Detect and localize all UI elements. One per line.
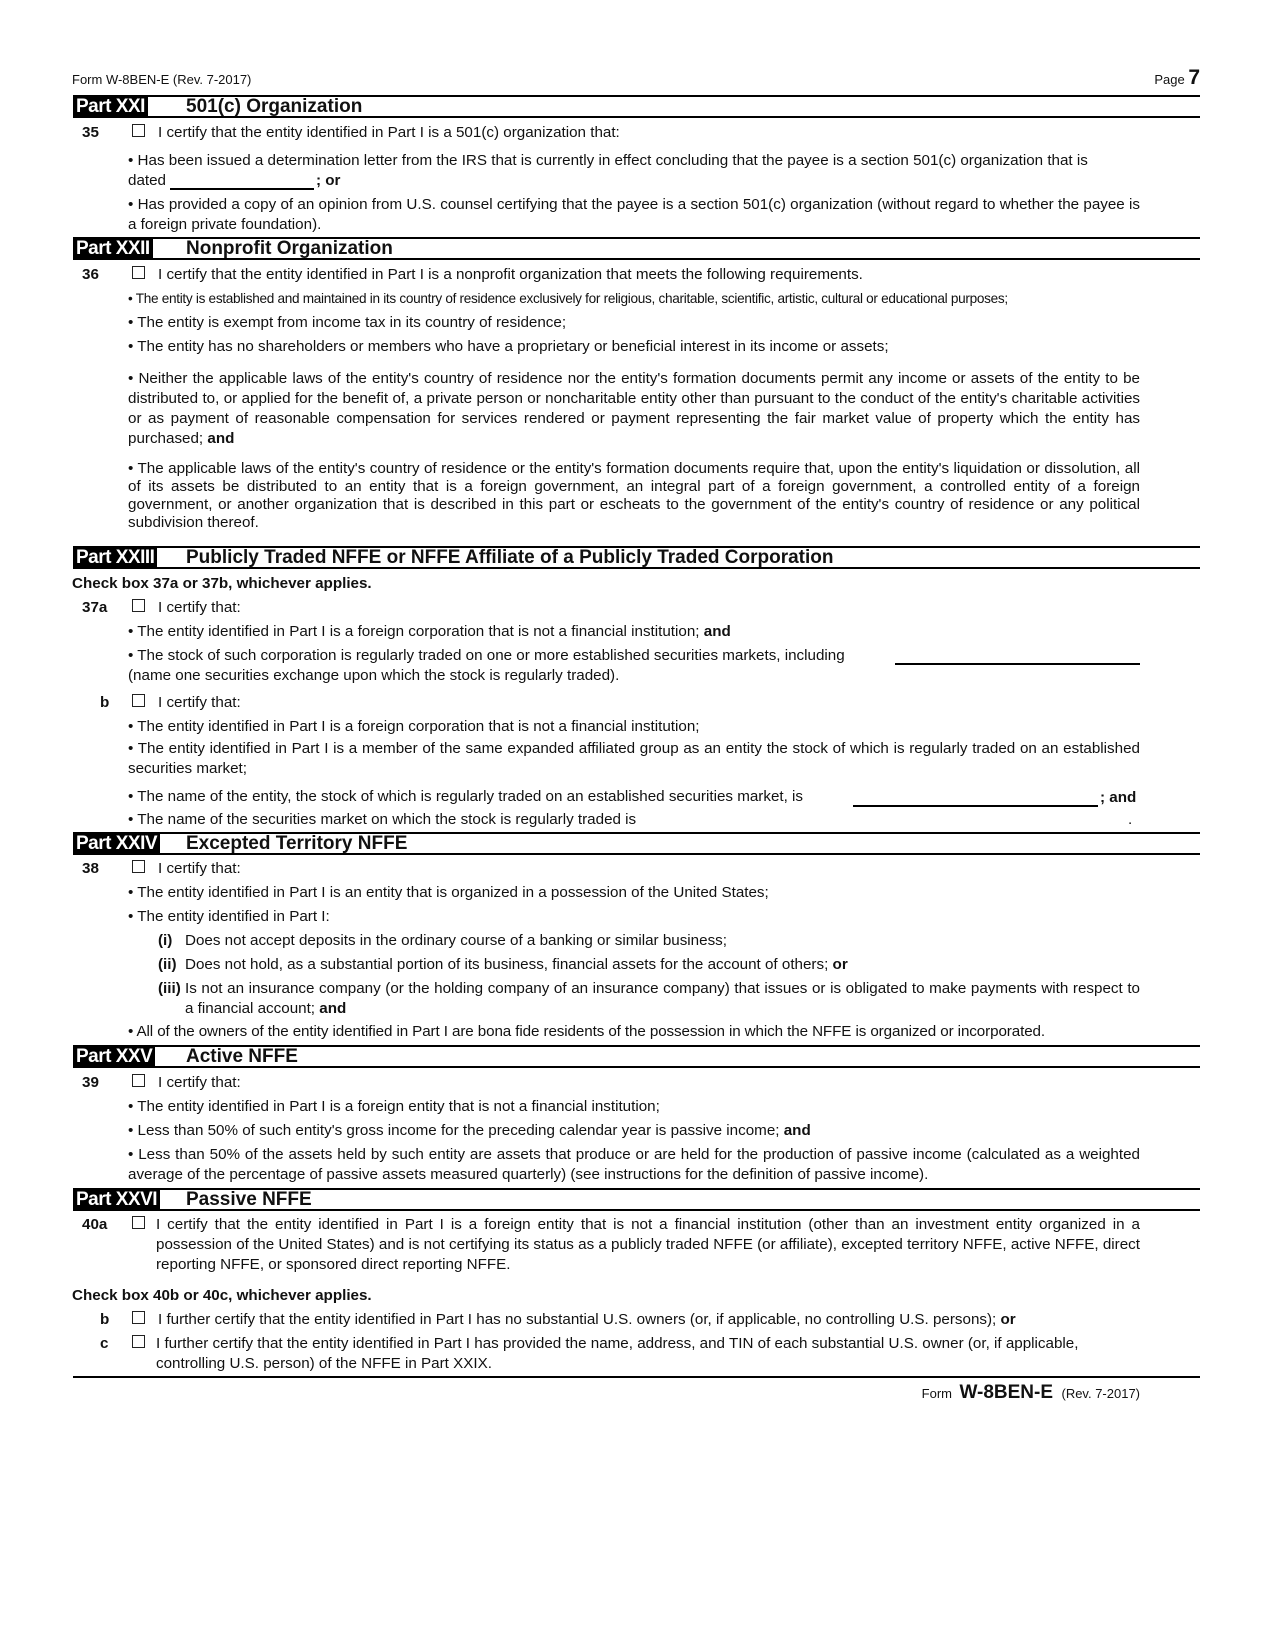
certify-text: I certify that: — [158, 1074, 241, 1091]
sub-item-body: Does not hold, as a substantial portion of its business, financial assets for the account of others; — [185, 956, 829, 973]
checkbox-35[interactable] — [132, 124, 145, 137]
certify-text: I certify that the entity identified in Part I is a foreign entity that is not a financial institution (other than an investment entity organized in a possession of the United States) and is not certifying its status as a publicly traded NFFE (or affiliate), excepted territory NFFE, active NFFE, direct reporting NFFE, or sponsored direct reporting NFFE. — [156, 1216, 1140, 1273]
certify-text: I certify that the entity identified in Part I is a 501(c) organization that: — [158, 124, 620, 141]
certify-text — [158, 1310, 1016, 1330]
line-number: 35 — [82, 124, 99, 141]
note-text: (name one securities exchange upon which the stock is regularly traded). — [128, 667, 620, 684]
checkbox-40c[interactable] — [132, 1335, 145, 1348]
bullet-text: • The entity identified in Part I is an entity that is organized in a possession of the United States; — [128, 884, 769, 901]
line-number: c — [100, 1335, 109, 1352]
part-label: Part XXV — [73, 1046, 155, 1068]
bullet-text: • Has been issued a determination letter from the IRS that is currently in effect concluding that the payee is a section 501(c) organization that is — [128, 152, 1088, 169]
certify-text: I certify that the entity identified in Part I is a nonprofit organization that meets the following requirements. — [158, 266, 863, 283]
part-label: Part XXII — [73, 238, 153, 260]
part-xxi-header — [73, 95, 1200, 118]
bullet-body: • Less than 50% of such entity's gross income for the preceding calendar year is passive income; — [128, 1122, 780, 1139]
part-label: Part XXIV — [73, 833, 160, 855]
bullet-text: • The entity identified in Part I is a foreign corporation that is not a financial institution; — [128, 718, 700, 735]
part-title: Passive NFFE — [186, 1189, 312, 1210]
and-text: and — [207, 430, 235, 447]
page-number: 7 — [1188, 66, 1200, 89]
form-footer — [922, 1382, 1140, 1404]
form-word: Form — [921, 1386, 953, 1401]
part-xxii-header — [73, 237, 1200, 260]
bullet-text: • All of the owners of the entity identified in Part I are bona fide residents of the possession in which the NFFE is organized or incorporated. — [128, 1023, 1046, 1040]
bullet-text: • The entity identified in Part I: — [128, 908, 330, 925]
line-number: 40a — [82, 1216, 108, 1233]
bullet-text — [128, 622, 731, 642]
securities-exchange-field[interactable] — [895, 663, 1140, 665]
part-xxvi-header — [73, 1188, 1200, 1211]
and-text: and — [703, 623, 731, 640]
part-xxiii-header — [73, 546, 1200, 569]
date-field[interactable] — [170, 188, 314, 190]
sub-item-number: (iii) — [158, 980, 181, 997]
line-number: b — [100, 694, 110, 711]
line-number: 36 — [82, 266, 99, 283]
bullet-text — [128, 369, 1140, 449]
line-number: 37a — [82, 599, 108, 616]
and-text: and — [319, 1000, 347, 1017]
or-text: ; or — [316, 172, 341, 189]
bullet-text: • The stock of such corporation is regularly traded on one or more established securities markets, including — [128, 647, 845, 664]
line-number: 39 — [82, 1074, 99, 1091]
form-revision: (Rev. 7-2017) — [1061, 1386, 1140, 1401]
bullet-text: • The name of the entity, the stock of which is regularly traded on an established securities market, is — [128, 788, 804, 805]
page-label: Page — [1154, 72, 1185, 87]
part-title: Publicly Traded NFFE or NFFE Affiliate of a Publicly Traded Corporation — [186, 547, 834, 568]
checkbox-38[interactable] — [132, 860, 145, 873]
checkbox-37b[interactable] — [132, 694, 145, 707]
checkbox-39[interactable] — [132, 1074, 145, 1087]
bullet-text: • The entity is exempt from income tax in its country of residence; — [128, 314, 567, 331]
and-text: ; and — [1100, 789, 1137, 806]
sub-item-body: Is not an insurance company (or the holding company of an insurance company) that issues or is obligated to make payments with respect to a financial account; — [185, 980, 1140, 1017]
and-text: and — [783, 1122, 811, 1139]
part-label: Part XXIII — [73, 547, 157, 569]
certify-text: I further certify that the entity identified in Part I has provided the name, address, and TIN of each substantial U.S. owner (or, if applicable, controlling U.S. person) of the NFFE in Part XXIX. — [156, 1335, 1079, 1372]
instruction-text: Check box 40b or 40c, whichever applies. — [72, 1287, 372, 1304]
part-title: Active NFFE — [186, 1046, 298, 1067]
sub-item-text: Does not accept deposits in the ordinary course of a banking or similar business; — [185, 932, 727, 949]
part-title: Excepted Territory NFFE — [186, 833, 408, 854]
part-title: 501(c) Organization — [186, 96, 363, 117]
bullet-text: • The entity identified in Part I is a foreign entity that is not a financial institution; — [128, 1098, 660, 1115]
or-text: or — [1000, 1311, 1016, 1328]
form-reference: Form W-8BEN-E (Rev. 7-2017) — [72, 72, 252, 87]
sub-item-number: (i) — [158, 932, 173, 949]
bullet-text: • Has provided a copy of an opinion from U.S. counsel certifying that the payee is a section 501(c) organization (without regard to whether the payee is a foreign private foundation). — [128, 196, 1140, 233]
certify-text: I certify that: — [158, 860, 241, 877]
part-label: Part XXI — [73, 96, 148, 118]
period-text: . — [1128, 811, 1133, 828]
sub-item-text — [185, 955, 848, 975]
part-title: Nonprofit Organization — [186, 238, 393, 259]
bullet-text: • The entity has no shareholders or members who have a proprietary or beneficial interest in its income or assets; — [128, 338, 889, 355]
or-text: or — [832, 956, 848, 973]
form-name: W-8BEN-E — [959, 1382, 1054, 1403]
bullet-text: • The entity identified in Part I is a member of the same expanded affiliated group as an entity the stock of which is regularly traded on an established securities market; — [128, 740, 1140, 777]
entity-name-field[interactable] — [853, 805, 1098, 807]
checkbox-40a[interactable] — [132, 1216, 145, 1229]
bullet-text — [128, 1121, 811, 1141]
footer-rule — [73, 1376, 1200, 1378]
bullet-text: dated — [128, 172, 167, 189]
bullet-body: • Neither the applicable laws of the entity's country of residence nor the entity's formation documents permit any income or assets of the entity to be distributed to, or applied for the benefit of, a private person or noncharitable entity other than pursuant to the conduct of the entity's charitable activities or as payment of reasonable compensation for services rendered or payment representing the fair market value of property which the entity has purchased; — [128, 370, 1140, 447]
part-xxiv-header — [73, 832, 1200, 855]
part-label: Part XXVI — [73, 1189, 160, 1211]
bullet-text: • The name of the securities market on which the stock is regularly traded is — [128, 811, 637, 828]
sub-item-number: (ii) — [158, 956, 177, 973]
checkbox-36[interactable] — [132, 266, 145, 279]
line-number: b — [100, 1311, 110, 1328]
sub-item-text — [185, 979, 1140, 1019]
checkbox-37a[interactable] — [132, 599, 145, 612]
bullet-text: • The entity is established and maintained in its country of residence exclusively for religious, charitable, scientific, artistic, cultural or educational purposes; — [128, 291, 1008, 306]
bullet-text: • The applicable laws of the entity's country of residence or the entity's formation documents require that, upon the entity's liquidation or dissolution, all of its assets be distributed to an entity that is a foreign government, an integral part of a foreign government, a controlled entity of a foreign government, or another organization that is described in this part or escheats to the government of the entity's country of residence or any political subdivision thereof. — [128, 460, 1140, 531]
bullet-text: • Less than 50% of the assets held by such entity are assets that produce or are held for the production of passive income (calculated as a weighted average of the percentage of passive assets measured quarterly) (see instructions for the definition of passive income). — [128, 1146, 1140, 1183]
certify-text: I certify that: — [158, 599, 241, 616]
part-xxv-header — [73, 1045, 1200, 1068]
certify-text: I certify that: — [158, 694, 241, 711]
checkbox-40b[interactable] — [132, 1311, 145, 1324]
line-number: 38 — [82, 860, 99, 877]
page-number-label — [1154, 66, 1200, 90]
certify-body: I further certify that the entity identified in Part I has no substantial U.S. owners (or, if applicable, no controlling U.S. persons); — [158, 1311, 997, 1328]
instruction-text: Check box 37a or 37b, whichever applies. — [72, 575, 372, 592]
bullet-body: • The entity identified in Part I is a foreign corporation that is not a financial institution; — [128, 623, 700, 640]
